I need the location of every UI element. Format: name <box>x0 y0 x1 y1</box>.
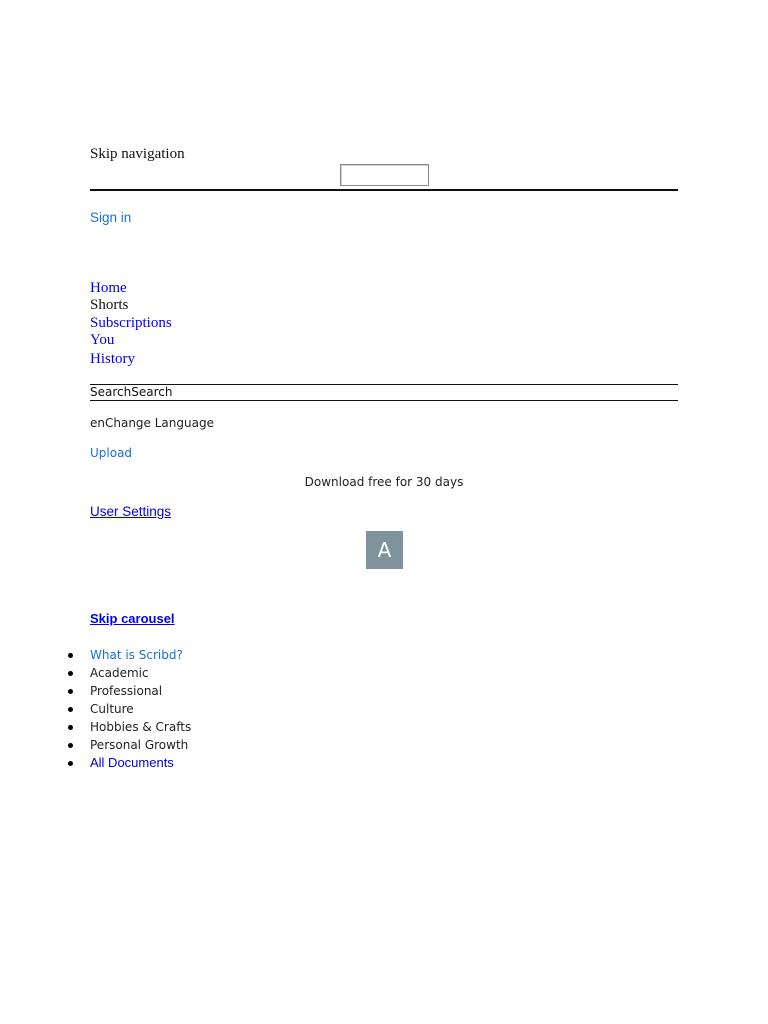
sign-in-link[interactable]: Sign in <box>90 210 132 225</box>
nav-item-shorts[interactable]: Shorts <box>90 297 129 313</box>
search-input[interactable] <box>340 164 429 186</box>
category-list <box>90 646 191 772</box>
nav-item-you[interactable]: You <box>90 332 115 348</box>
category-item-academic[interactable]: Academic <box>90 664 191 682</box>
search-bar[interactable]: SearchSearch <box>90 384 678 401</box>
nav-item-home[interactable]: Home <box>90 280 127 296</box>
skip-carousel-link[interactable]: Skip carousel <box>90 611 175 626</box>
nav-item-subscriptions[interactable]: Subscriptions <box>90 315 172 331</box>
category-item-personal-growth[interactable]: Personal Growth <box>90 736 191 754</box>
avatar[interactable]: A <box>366 531 403 569</box>
category-item-culture[interactable]: Culture <box>90 700 191 718</box>
header-divider <box>90 189 678 191</box>
category-item-all-documents[interactable]: All Documents <box>90 754 191 772</box>
download-free-trial-text[interactable]: Download free for 30 days <box>304 475 464 489</box>
category-item-professional[interactable]: Professional <box>90 682 191 700</box>
skip-navigation-button[interactable]: Skip navigation <box>90 146 185 162</box>
category-item-hobbies-crafts[interactable]: Hobbies & Crafts <box>90 720 192 734</box>
nav-item-history[interactable]: History <box>90 351 135 367</box>
category-item-what-is-scribd[interactable]: What is Scribd? <box>90 646 191 664</box>
change-language-button[interactable]: enChange Language <box>90 416 214 430</box>
upload-link[interactable]: Upload <box>90 446 133 460</box>
user-settings-link[interactable]: User Settings <box>90 504 172 519</box>
